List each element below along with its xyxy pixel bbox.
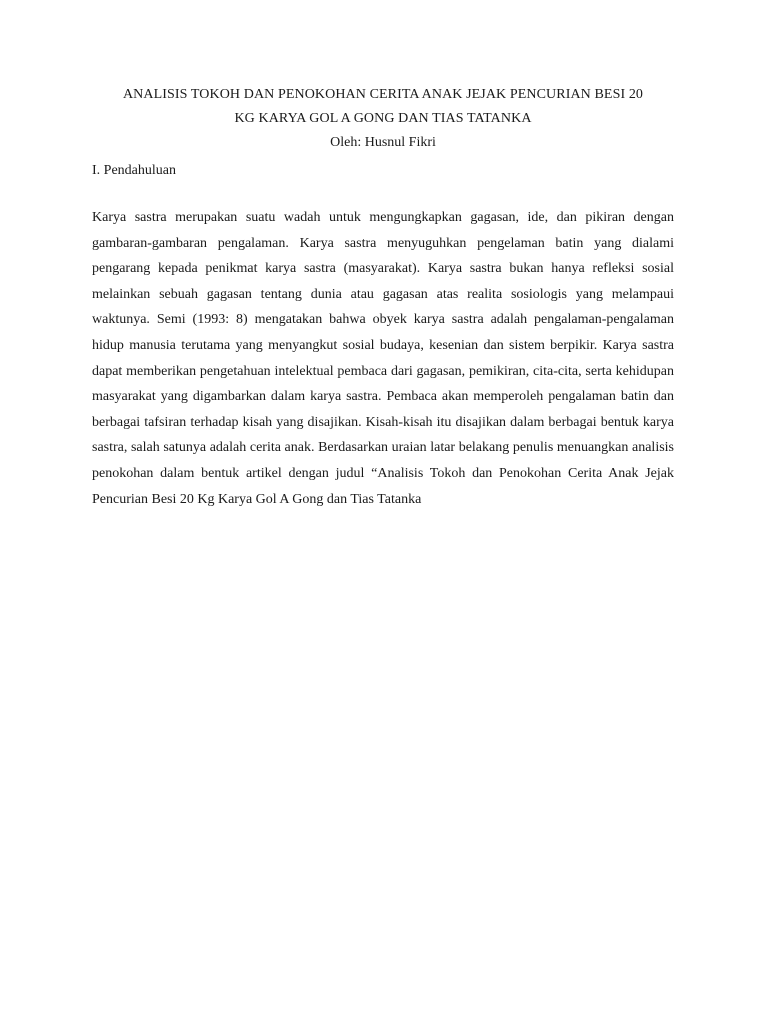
document-title-line-1: ANALISIS TOKOH DAN PENOKOHAN CERITA ANAK JEJAK PENCURIAN BESI 20 [122, 87, 644, 102]
document-page [92, 83, 674, 512]
document-title-line-2: KG KARYA GOL A GONG DAN TIAS TATANKA [234, 111, 532, 126]
section-heading: I. Pendahuluan [92, 163, 176, 178]
document-author: Oleh: Husnul Fikri [330, 135, 436, 150]
body-paragraph: Karya sastra merupakan suatu wadah untuk mengungkapkan gagasan, ide, dan pikiran dengan gambaran-gambaran pengalaman. Karya sastra menyuguhkan pengelaman batin yang dialami pengarang kepada penikmat karya sastra (masyarakat). Karya sastra bukan hanya refleksi sosial melainkan sebuah gagasan tentang dunia atau gagasan atas realita sosiologis yang melampaui waktunya. Semi (1993: 8) mengatakan bahwa obyek karya sastra adalah pengalaman-pengalaman hidup manusia terutama yang menyangkut sosial budaya, kesenian dan sistem berpikir. Karya sastra dapat memberikan pengetahuan intelektual pembaca dari gagasan, pemikiran, cita-cita, serta kehidupan masyarakat yang digambarkan dalam karya sastra. Pembaca akan memperoleh pengalaman batin dan berbagai tafsiran terhadap kisah yang disajikan. Kisah-kisah itu disajikan dalam berbagai bentuk karya sastra, salah satunya adalah cerita anak. Berdasarkan uraian latar belakang penulis menuangkan analisis penokohan dalam bentuk artikel dengan judul “Analisis Tokoh dan Penokohan Cerita Anak Jejak Pencurian Besi 20 Kg Karya Gol A Gong dan Tias Tatanka [92, 210, 674, 507]
